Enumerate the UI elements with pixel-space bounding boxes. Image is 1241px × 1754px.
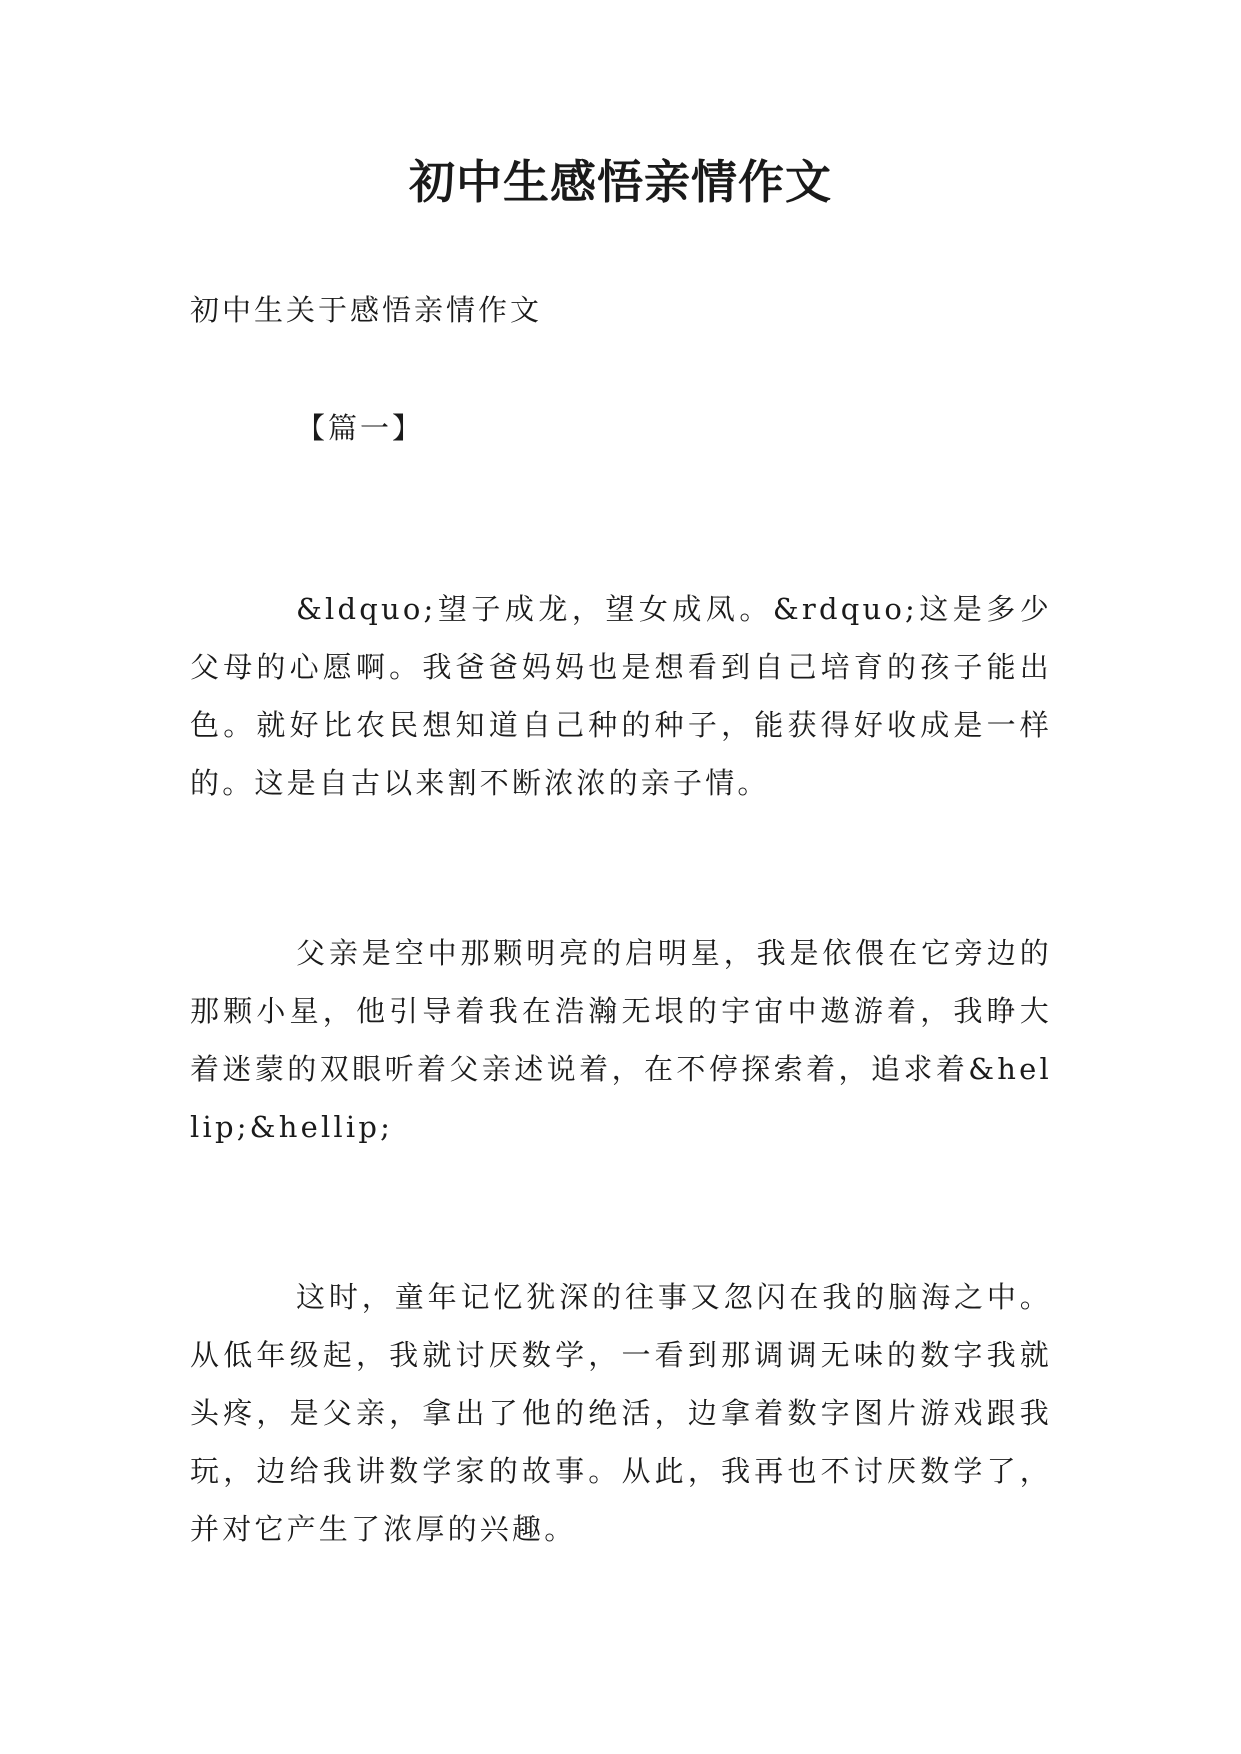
- section-label: 【篇一】: [296, 411, 425, 445]
- paragraph-3: 这时，童年记忆犹深的往事又忽闪在我的脑海之中。从低年级起，我就讨厌数学，一看到那调调无味的数字我就头疼，是父亲，拿出了他的绝活，边拿着数字图片游戏跟我玩，边给我讲数学家的故事。从此，我再也不讨厌数学了，并对它产生了浓厚的兴趣。: [190, 1280, 1052, 1546]
- document-subtitle: 初中生关于感悟亲情作文: [190, 293, 543, 327]
- paragraph-1: &ldquo;望子成龙，望女成凤。&rdquo;这是多少父母的心愿啊。我爸爸妈妈也是想看到自己培育的孩子能出色。就好比农民想知道自己种的种子，能获得好收成是一样的。这是自古以来割不断浓浓的亲子情。: [190, 592, 1052, 800]
- paragraph-2: 父亲是空中那颗明亮的启明星，我是依偎在它旁边的那颗小星，他引导着我在浩瀚无垠的宇宙中遨游着，我睁大着迷蒙的双眼听着父亲述说着，在不停探索着，追求着&hellip;&hellip;: [190, 936, 1052, 1144]
- document-title: 初中生感悟亲情作文: [409, 155, 832, 209]
